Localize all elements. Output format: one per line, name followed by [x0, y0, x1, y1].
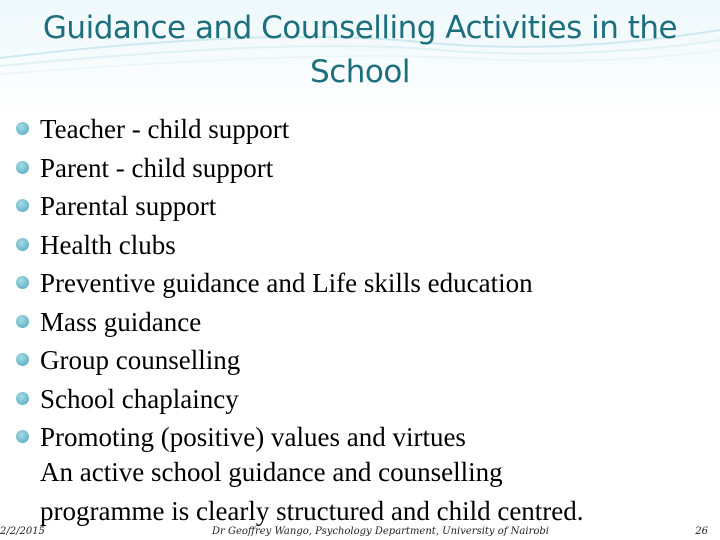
footer-author: Dr Geoffrey Wango, Psychology Department, University of Nairobi: [212, 526, 549, 537]
slide-title: [0, 6, 720, 94]
footer-date: 2/2/2015: [0, 526, 45, 537]
slide-footer: [0, 522, 720, 540]
bullet-icon: [16, 315, 29, 328]
bullet-item: [16, 264, 706, 303]
summary-line-1: An active school guidance and counselling: [40, 457, 503, 487]
bullet-text: Parent - child support: [40, 152, 274, 183]
bullet-item: [16, 341, 706, 380]
title-area: [0, 0, 720, 100]
bullet-icon: [16, 430, 29, 443]
bullet-text: School chaplaincy: [40, 383, 239, 414]
bullet-icon: [16, 122, 29, 135]
bullet-text: Teacher - child support: [40, 114, 290, 144]
bullet-icon: [16, 392, 29, 405]
bullet-item: [16, 380, 706, 419]
bullet-icon: [16, 199, 29, 212]
bullet-text: Parental support: [40, 191, 217, 221]
bullet-icon: [16, 161, 29, 174]
bullet-text: Mass guidance: [40, 306, 202, 337]
slide-title-line-1: Guidance and Counselling Activities in the: [42, 10, 678, 46]
bullet-item: [16, 187, 706, 226]
bullet-item: [16, 110, 706, 149]
summary-line-2: programme is clearly structured and child centred.: [40, 495, 584, 526]
bullet-item: [16, 418, 706, 457]
bullet-icon: [16, 353, 29, 366]
bullet-text: Group counselling: [40, 345, 241, 375]
summary-paragraph: [40, 453, 710, 530]
bullet-text: Preventive guidance and Life skills education: [40, 268, 533, 298]
bullet-item: [16, 303, 706, 342]
slide-title-line-2: School: [310, 54, 410, 90]
bullet-icon: [16, 238, 29, 251]
bullet-list: [16, 110, 706, 457]
bullet-item: [16, 226, 706, 265]
bullet-icon: [16, 276, 29, 289]
bullet-text: Promoting (positive) values and virtues: [40, 422, 466, 452]
bullet-item: [16, 149, 706, 188]
footer-page-number: 26: [695, 526, 708, 537]
bullet-text: Health clubs: [40, 229, 176, 260]
